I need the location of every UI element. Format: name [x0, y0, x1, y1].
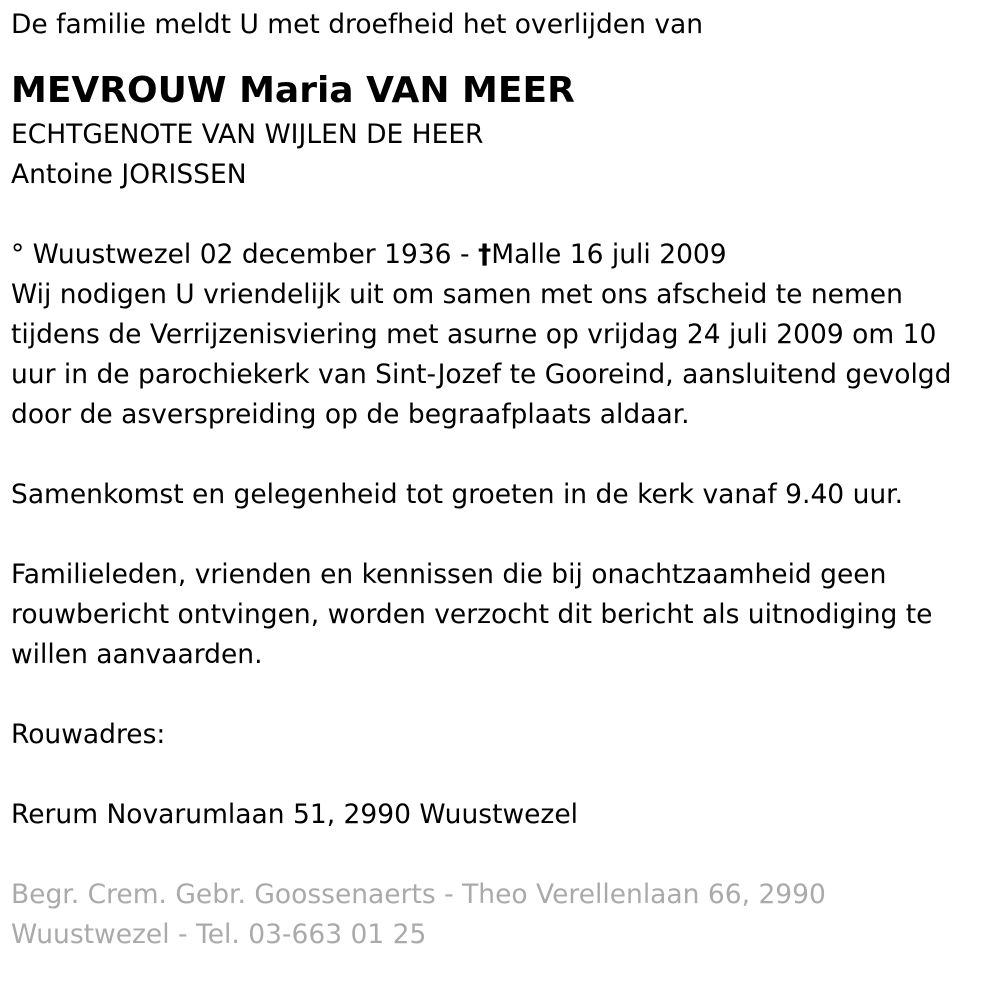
notice-line: rouwbericht ontvingen, worden verzocht dit bericht als uitnodiging te	[11, 599, 933, 630]
life-dates	[11, 235, 986, 275]
cross-icon: †	[477, 239, 492, 270]
notice-line: willen aanvaarden.	[11, 639, 263, 670]
obituary-notice	[11, 0, 986, 955]
birth-date: ° Wuustwezel 02 december 1936 -	[11, 239, 478, 270]
invitation-line: tijdens de Verrijzenisviering met asurne op vrijdag 24 juli 2009 om 10	[11, 319, 937, 350]
notice-line: Familieleden, vrienden en kennissen die bij onachtzaamheid geen	[11, 559, 887, 590]
spacer	[11, 835, 986, 875]
spacer	[11, 435, 986, 475]
relation-text: ECHTGENOTE VAN WIJLEN DE HEER	[11, 119, 484, 150]
funeral-home-line: Wuustwezel - Tel. 03-663 01 25	[11, 919, 427, 950]
spacer	[11, 195, 986, 235]
gathering-text: Samenkomst en gelegenheid tot groeten in de kerk vanaf 9.40 uur.	[11, 479, 904, 510]
intro-text: De familie meldt U met droefheid het overlijden van	[11, 9, 704, 40]
spouse-name: Antoine JORISSEN	[11, 159, 247, 190]
spacer	[11, 675, 986, 715]
spacer	[11, 515, 986, 555]
invitation-line: door de asverspreiding op de begraafplaats aldaar.	[11, 399, 690, 430]
funeral-home-line: Begr. Crem. Gebr. Goossenaerts - Theo Verellenlaan 66, 2990	[11, 879, 826, 910]
address-value: Rerum Novarumlaan 51, 2990 Wuustwezel	[11, 799, 579, 830]
deceased-name: MEVROUW Maria VAN MEER	[11, 70, 575, 111]
invitation-line: uur in de parochiekerk van Sint-Jozef te Gooreind, aansluitend gevolgd	[11, 359, 952, 390]
spacer	[11, 755, 986, 795]
death-date: Malle 16 juli 2009	[491, 239, 727, 270]
invitation-line: Wij nodigen U vriendelijk uit om samen met ons afscheid te nemen	[11, 279, 903, 310]
address-label: Rouwadres:	[11, 719, 166, 750]
